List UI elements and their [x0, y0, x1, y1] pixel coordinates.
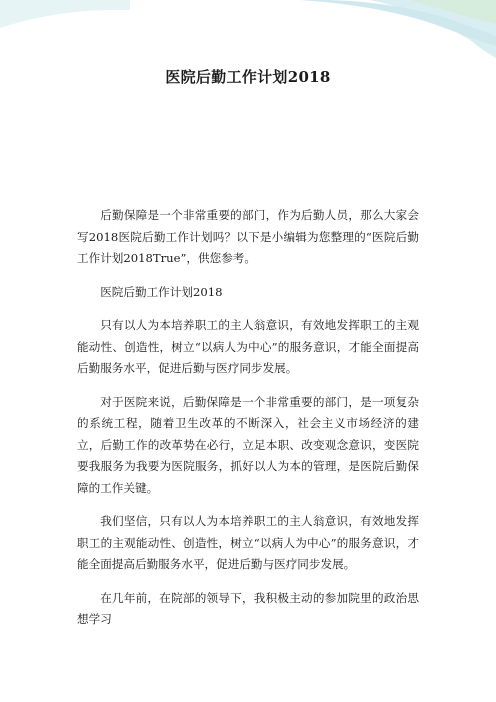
- document-body: [77, 205, 419, 643]
- page-title: 医院后勤工作计划2018: [165, 68, 331, 86]
- body-paragraph-2: 对于医院来说，后勤保障是一个非常重要的部门，是一项复杂的系统工程，随着卫生改革的不断深入，社会主义市场经济的建立，后勤工作的改革势在必行，立足本职、改变观念意识，变医院要我服务为我要为医院服务，抓好以人为本的管理，是医院后勤保障的工作关键。: [77, 394, 419, 495]
- section-subheading: 医院后勤工作计划2018: [100, 284, 223, 299]
- intro-paragraph: 后勤保障是一个非常重要的部门，作为后勤人员，那么大家会写2018医院后勤工作计划吗？以下是小编辑为您整理的“医院后勤工作计划2018True”，供您参考。: [77, 208, 419, 265]
- body-paragraph-3: 我们坚信，只有以人为本培养职工的主人翁意识，有效地发挥职工的主观能动性、创造性，树立“以病人为中心”的服务意识，才能全面提高后勤服务水平，促进后勤与医疗同步发展。: [77, 514, 419, 571]
- body-paragraph-4: 在几年前，在院部的领导下，我积极主动的参加院里的政治思想学习: [77, 590, 419, 626]
- header-wave-decoration: [0, 0, 496, 70]
- body-paragraph-1: 只有以人为本培养职工的主人翁意识，有效地发挥职工的主观能动性、创造性，树立“以病人为中心”的服务意识，才能全面提高后勤服务水平，促进后勤与医疗同步发展。: [77, 318, 419, 375]
